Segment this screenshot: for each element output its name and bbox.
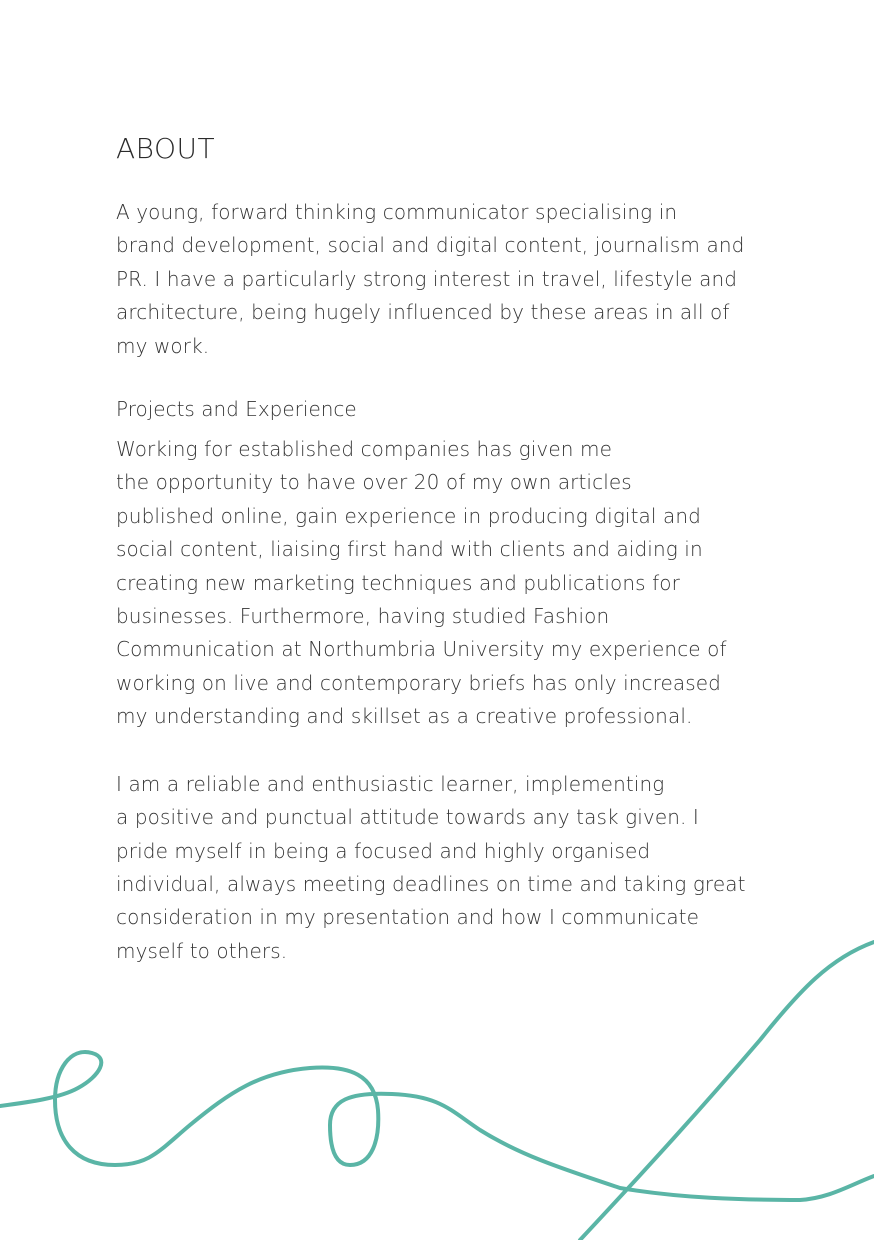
intro-line: my work.	[116, 333, 210, 358]
experience-line: published online, gain experience in producing digital and	[116, 503, 701, 528]
qualities-line: I am a reliable and enthusiastic learner, implementing	[116, 771, 665, 796]
qualities-line: a positive and punctual attitude towards any task given. I	[116, 805, 699, 830]
qualities-line: consideration in my presentation and how I communicate	[116, 905, 700, 930]
intro-paragraph	[116, 196, 766, 363]
experience-line: my understanding and skillset as a creative professional.	[116, 704, 693, 729]
experience-line: the opportunity to have over 20 of my own articles	[116, 470, 632, 495]
intro-line: A young, forward thinking communicator specialising in	[116, 200, 678, 224]
projects-heading: Projects and Experience	[116, 397, 357, 422]
experience-line: Communication at Northumbria University my experience of	[116, 637, 727, 662]
swirl-path	[0, 1052, 874, 1200]
intro-line: brand development, social and digital content, journalism and	[116, 233, 745, 258]
swirl-diagonal-path	[580, 942, 874, 1240]
qualities-line: pride myself in being a focused and highly organised	[116, 838, 651, 863]
intro-line: PR. I have a particularly strong interest in travel, lifestyle and	[116, 266, 738, 291]
experience-line: Working for established companies has given me	[116, 437, 612, 462]
experience-paragraph	[116, 433, 766, 734]
qualities-line: individual, always meeting deadlines on time and taking great	[116, 871, 746, 896]
experience-line: creating new marketing techniques and publications for	[116, 570, 680, 595]
about-heading: ABOUT	[116, 132, 216, 165]
intro-line: architecture, being hugely influenced by these areas in all of	[116, 300, 730, 325]
experience-line: social content, liaising first hand with clients and aiding in	[116, 537, 703, 562]
experience-line: working on live and contemporary briefs has only increased	[116, 670, 721, 695]
qualities-line: myself to others.	[116, 938, 288, 963]
experience-line: businesses. Furthermore, having studied Fashion	[116, 604, 610, 629]
personal-qualities-paragraph	[116, 768, 766, 968]
content-column	[116, 132, 766, 968]
